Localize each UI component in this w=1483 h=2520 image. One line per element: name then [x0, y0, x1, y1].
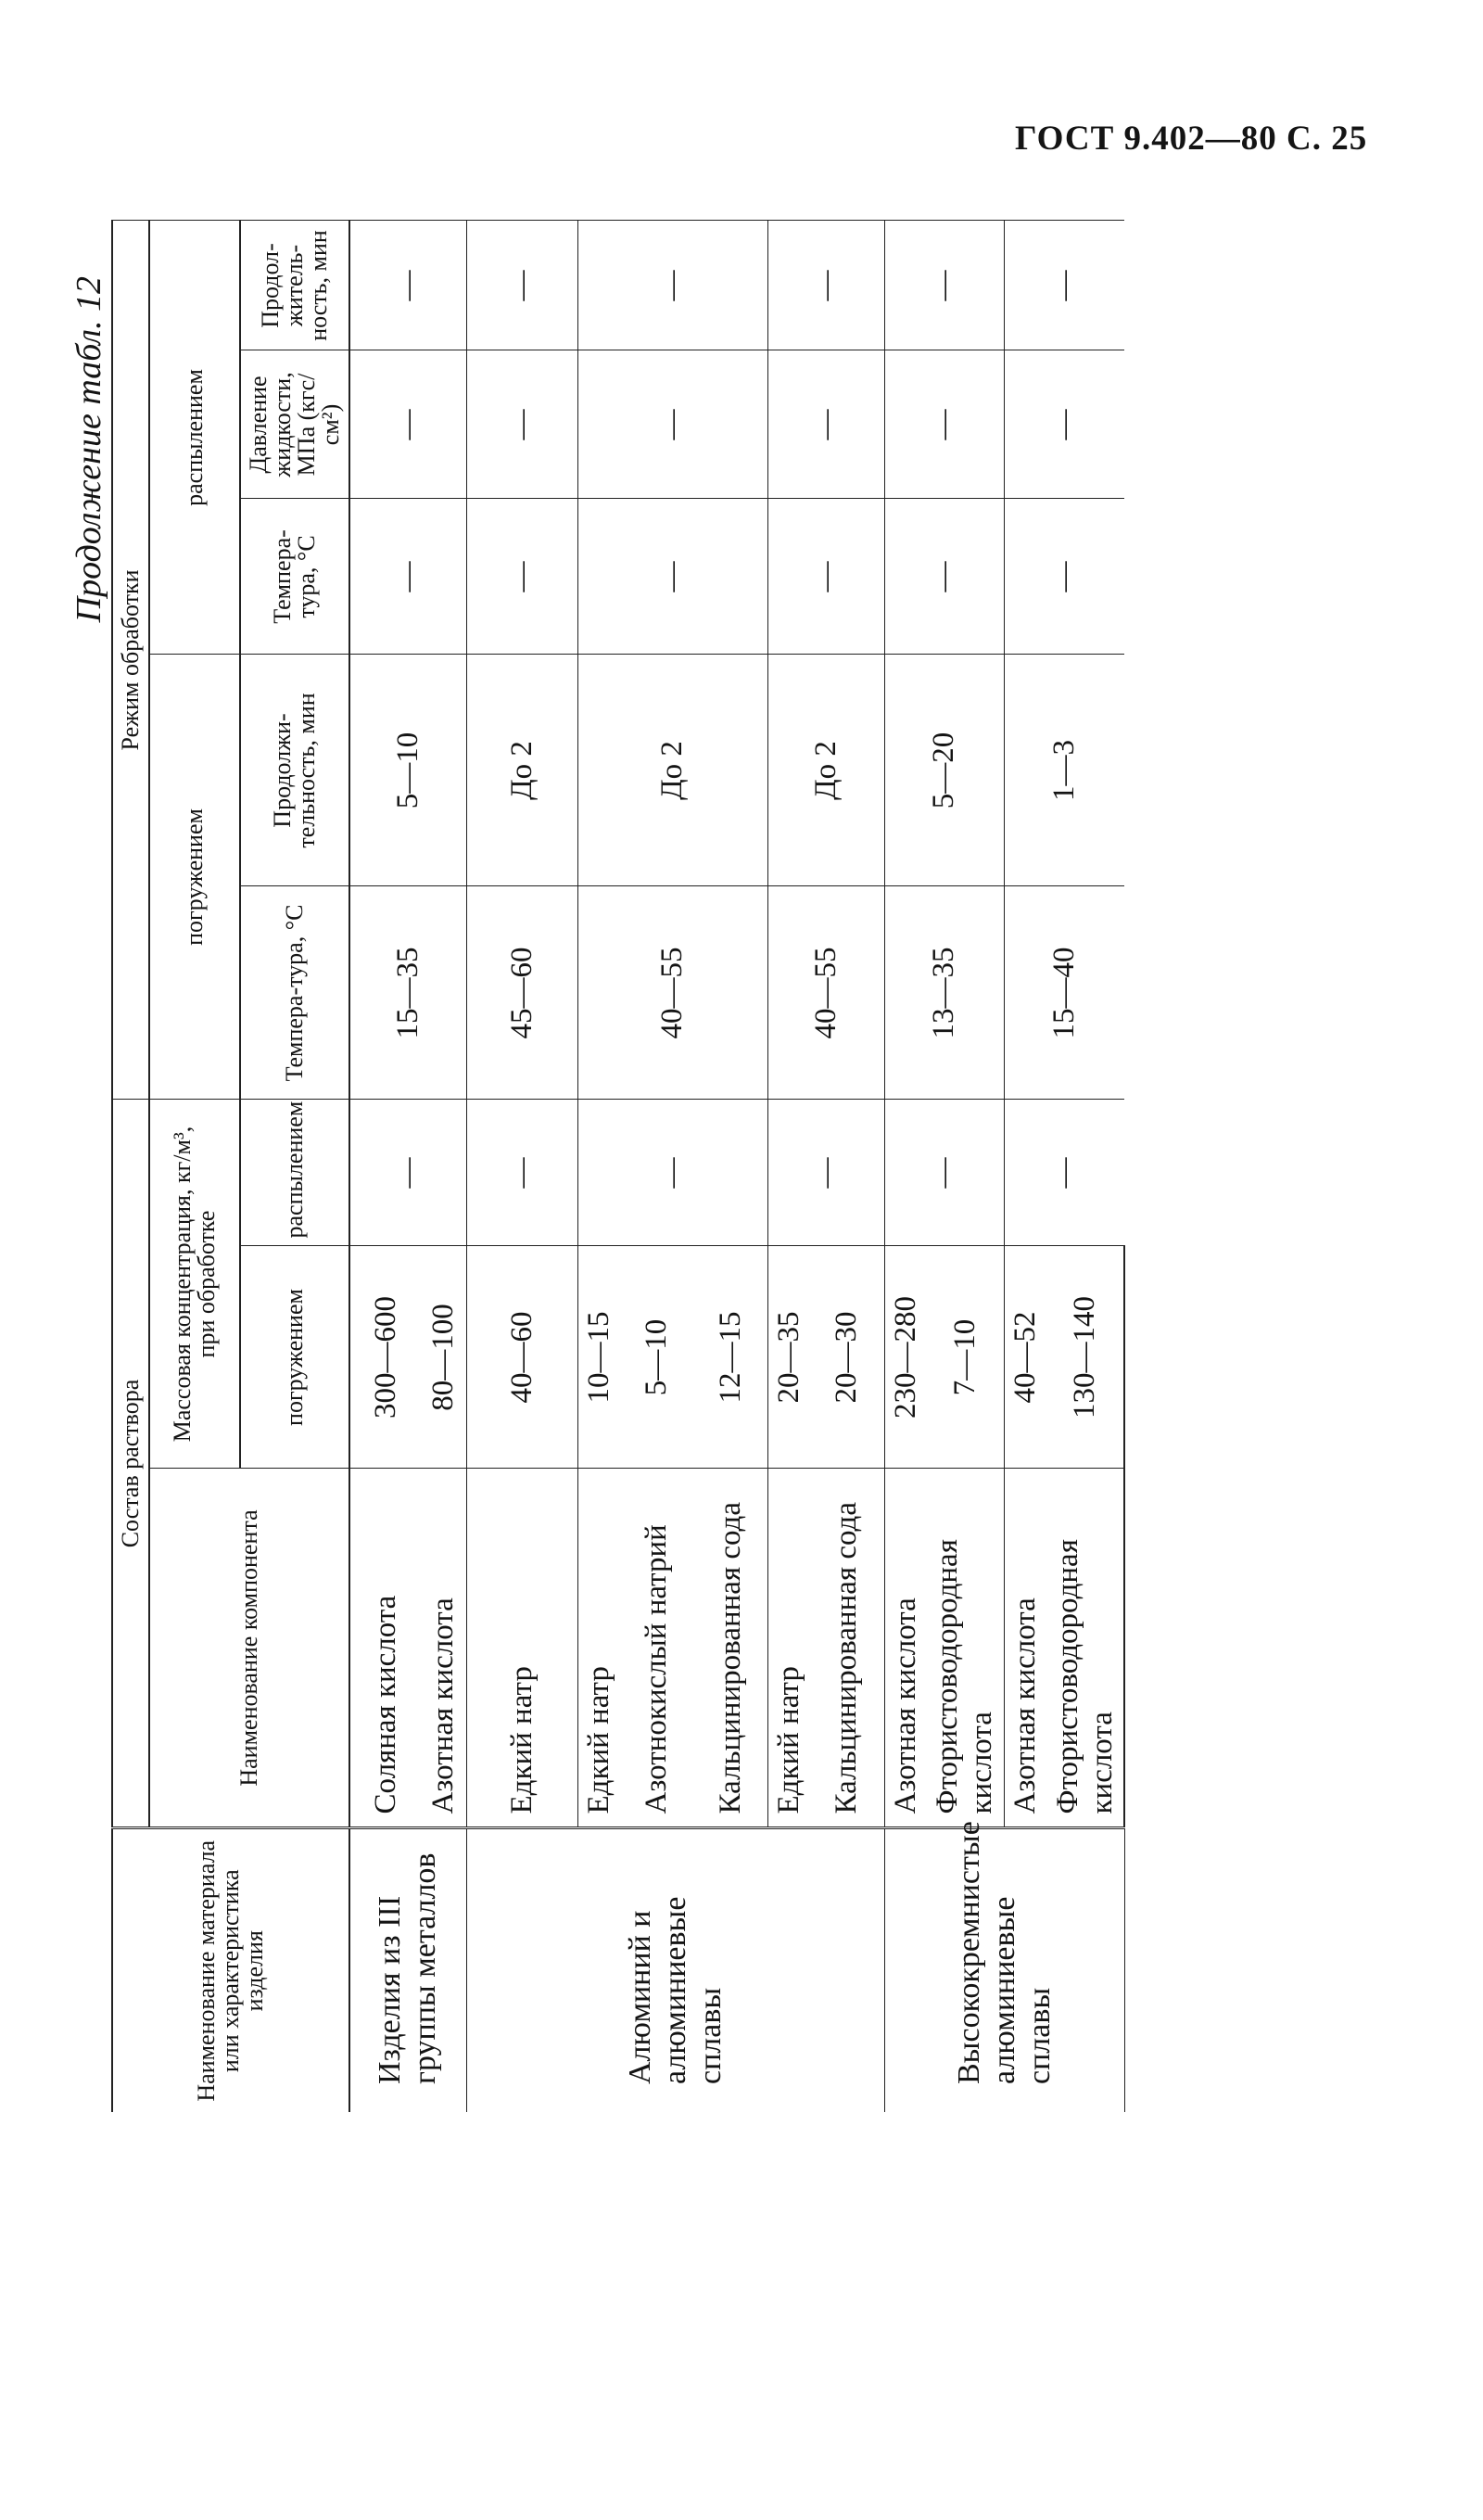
component-cell: Едкий натр	[466, 1469, 577, 1828]
component-cell: Соляная кислота	[349, 1469, 422, 1828]
spr-temp-cell: —	[884, 499, 1005, 655]
spr-temp-cell: —	[577, 499, 768, 655]
conc-immersion-cell: 10—15	[577, 1246, 620, 1469]
imm-temp-cell: 15—40	[1005, 886, 1125, 1100]
col-spray-group-header: распылением	[149, 221, 240, 655]
imm-duration-cell: 5—10	[349, 655, 466, 886]
table-caption: Продолжение табл. 12	[70, 276, 108, 623]
conc-immersion-cell: 80—100	[422, 1246, 466, 1469]
col-mode-header: Режим обработки	[112, 221, 149, 1100]
col-imm-temp-header: Темпера-тура, °С	[240, 886, 349, 1100]
spr-temp-cell: —	[466, 499, 577, 655]
conc-spray-cell: —	[466, 1100, 577, 1246]
spr-pressure-cell: —	[577, 350, 768, 499]
spr-pressure-cell: —	[466, 350, 577, 499]
spr-duration-cell: —	[466, 221, 577, 350]
component-cell: Фтористоводородная кислота	[927, 1469, 1005, 1828]
conc-immersion-cell: 40—60	[466, 1246, 577, 1469]
component-cell: Азотнокислый натрий	[620, 1469, 694, 1828]
imm-temp-cell: 40—55	[577, 886, 768, 1100]
imm-duration-cell: 5—20	[884, 655, 1005, 886]
component-cell: Кальцинированная сода	[694, 1469, 768, 1828]
spr-pressure-cell: —	[1005, 350, 1125, 499]
imm-duration-cell: До 2	[577, 655, 768, 886]
imm-temp-cell: 40—55	[768, 886, 885, 1100]
col-solution-header: Состав раствора	[112, 1100, 149, 1828]
col-massconc-header: Массовая концентрация, кг/м³, при обработке	[149, 1100, 240, 1469]
conc-immersion-cell: 300—600	[349, 1246, 422, 1469]
col-spr-duration-header: Продол-житель-ность, мин	[240, 221, 349, 350]
col-spr-temp-header: Темпера-тура, °С	[240, 499, 349, 655]
conc-immersion-cell: 7—10	[927, 1246, 1005, 1469]
conc-immersion-cell: 40—52	[1005, 1246, 1047, 1469]
conc-spray-cell: —	[768, 1100, 885, 1246]
imm-temp-cell: 15—35	[349, 886, 466, 1100]
component-cell: Едкий натр	[768, 1469, 811, 1828]
conc-spray-cell: —	[577, 1100, 768, 1246]
conc-immersion-cell: 20—35	[768, 1246, 811, 1469]
spr-temp-cell: —	[1005, 499, 1125, 655]
col-imm-duration-header: Продолжи-тельность, мин	[240, 655, 349, 886]
component-cell: Азотная кислота	[884, 1469, 927, 1828]
component-cell: Азотная кислота	[1005, 1469, 1047, 1828]
col-conc-spray-header: распылением	[240, 1100, 349, 1246]
spr-duration-cell: —	[349, 221, 466, 350]
col-component-header: Наименование компонента	[149, 1469, 349, 1828]
imm-duration-cell: 1—3	[1005, 655, 1125, 886]
spr-pressure-cell: —	[768, 350, 885, 499]
page-header: ГОСТ 9.402—80 С. 25	[1015, 120, 1368, 158]
component-cell: Азотная кислота	[422, 1469, 466, 1828]
conc-spray-cell: —	[884, 1100, 1005, 1246]
component-cell: Фтористоводородная кислота	[1046, 1469, 1124, 1828]
rotated-table-container	[111, 221, 1353, 2112]
conc-immersion-cell: 130—140	[1046, 1246, 1124, 1469]
conc-immersion-cell: 12—15	[694, 1246, 768, 1469]
spr-temp-cell: —	[768, 499, 885, 655]
imm-duration-cell: До 2	[466, 655, 577, 886]
col-immersion-group-header: погружением	[149, 655, 240, 1100]
imm-temp-cell: 13—35	[884, 886, 1005, 1100]
spr-pressure-cell: —	[884, 350, 1005, 499]
col-conc-immersion-header: погружением	[240, 1246, 349, 1469]
material-cell: Алюминий и алюминиевые сплавы	[466, 1828, 884, 2112]
imm-duration-cell: До 2	[768, 655, 885, 886]
treatment-table	[111, 220, 1125, 2112]
conc-spray-cell: —	[349, 1100, 466, 1246]
component-cell: Кальцинированная сода	[810, 1469, 884, 1828]
component-cell: Едкий натр	[577, 1469, 620, 1828]
imm-temp-cell: 45—60	[466, 886, 577, 1100]
spr-duration-cell: —	[577, 221, 768, 350]
col-spr-pressure-header: Давление жидкости, МПа (кгс/см²)	[240, 350, 349, 499]
material-cell: Высококремнистые алюминиевые сплавы	[884, 1828, 1124, 2112]
spr-duration-cell: —	[884, 221, 1005, 350]
material-cell: Изделия из III группы металлов	[349, 1828, 466, 2112]
conc-immersion-cell: 230—280	[884, 1246, 927, 1469]
spr-duration-cell: —	[1005, 221, 1125, 350]
col-material-header: Наименование материала или характеристика изделия	[112, 1828, 349, 2112]
spr-duration-cell: —	[768, 221, 885, 350]
conc-immersion-cell: 20—30	[810, 1246, 884, 1469]
conc-spray-cell: —	[1005, 1100, 1125, 1246]
spr-temp-cell: —	[349, 499, 466, 655]
spr-pressure-cell: —	[349, 350, 466, 499]
conc-immersion-cell: 5—10	[620, 1246, 694, 1469]
